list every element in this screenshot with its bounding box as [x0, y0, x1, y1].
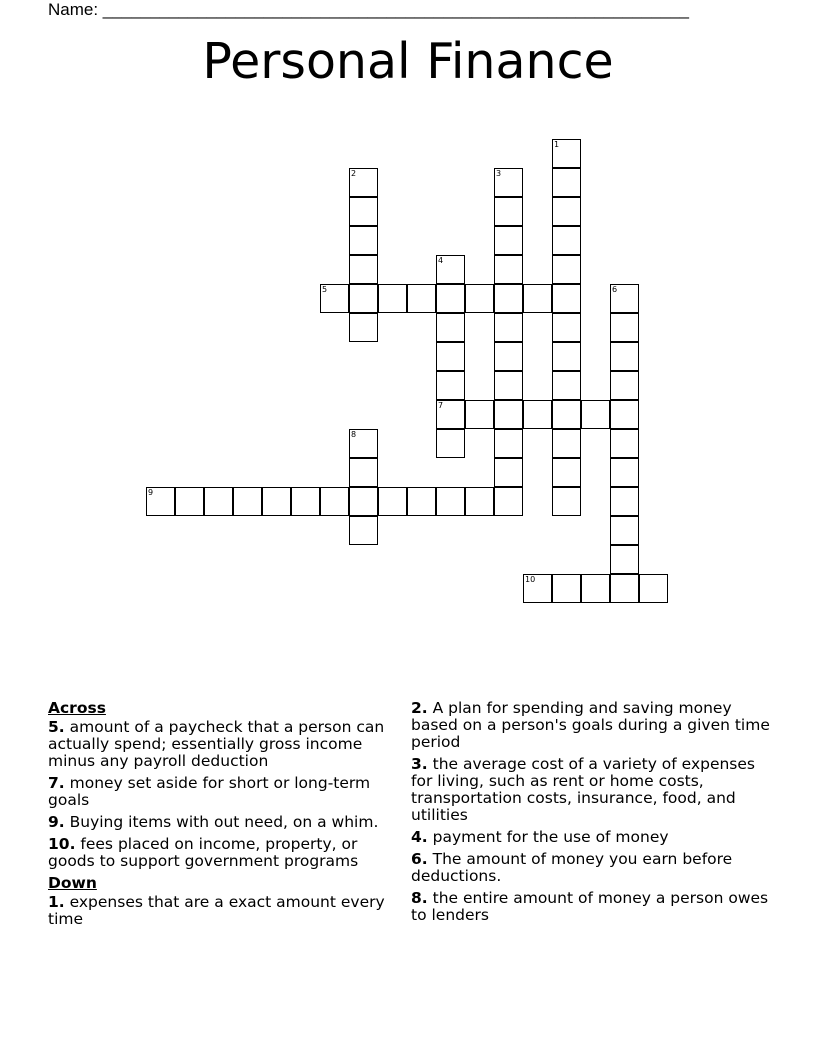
grid-cell[interactable] [349, 516, 378, 545]
cell-number: 2 [351, 169, 357, 178]
grid-cell[interactable] [291, 487, 320, 516]
grid-cell[interactable] [610, 284, 639, 313]
clue-text: money set aside for short or long-term goals [48, 774, 371, 809]
across-clue-7 [48, 775, 393, 809]
clue-text: expenses that are a exact amount every time [48, 893, 385, 928]
grid-cell[interactable] [552, 139, 581, 168]
grid-cell[interactable] [610, 516, 639, 545]
grid-cell[interactable] [494, 168, 523, 197]
clue-text: Buying items with out need, on a whim. [69, 813, 379, 831]
grid-cell[interactable] [436, 371, 465, 400]
grid-cell[interactable] [610, 342, 639, 371]
clue-number: 1. [48, 893, 65, 911]
grid-cell[interactable] [523, 284, 552, 313]
grid-cell[interactable] [552, 574, 581, 603]
clue-text: A plan for spending and saving money based on a person's goals during a given time period [411, 699, 770, 751]
grid-cell[interactable] [494, 226, 523, 255]
cell-number: 6 [612, 285, 618, 294]
grid-cell[interactable] [320, 487, 349, 516]
grid-cell[interactable] [378, 284, 407, 313]
grid-cell[interactable] [494, 313, 523, 342]
clue-number: 5. [48, 718, 65, 736]
grid-cell[interactable] [436, 342, 465, 371]
grid-cell[interactable] [349, 429, 378, 458]
clue-number: 7. [48, 774, 65, 792]
grid-cell[interactable] [610, 313, 639, 342]
clue-text: the entire amount of money a person owes to lenders [411, 889, 769, 924]
grid-cell[interactable] [494, 458, 523, 487]
grid-cell[interactable] [436, 313, 465, 342]
grid-cell[interactable] [610, 545, 639, 574]
cell-number: 1 [554, 140, 560, 149]
cell-number: 7 [438, 401, 444, 410]
grid-cell[interactable] [552, 458, 581, 487]
grid-cell[interactable] [523, 400, 552, 429]
cell-number: 9 [148, 488, 154, 497]
grid-cell[interactable] [465, 284, 494, 313]
grid-cell[interactable] [610, 429, 639, 458]
grid-cell[interactable] [610, 574, 639, 603]
grid-cell[interactable] [349, 255, 378, 284]
grid-cell[interactable] [349, 313, 378, 342]
across-clue-10 [48, 836, 393, 870]
grid-cell[interactable] [349, 168, 378, 197]
page-title: Personal Finance [202, 33, 614, 90]
grid-cell[interactable] [320, 284, 349, 313]
grid-cell[interactable] [552, 168, 581, 197]
grid-cell[interactable] [436, 487, 465, 516]
grid-cell[interactable] [494, 400, 523, 429]
grid-cell[interactable] [407, 487, 436, 516]
grid-cell[interactable] [552, 342, 581, 371]
grid-cell[interactable] [494, 342, 523, 371]
grid-cell[interactable] [494, 487, 523, 516]
grid-cell[interactable] [233, 487, 262, 516]
cell-number: 8 [351, 430, 357, 439]
name-field[interactable]: Name: ______________________________________________________________ [48, 0, 689, 19]
clue-number: 2. [411, 699, 428, 717]
clue-number: 3. [411, 755, 428, 773]
grid-cell[interactable] [436, 400, 465, 429]
grid-cell[interactable] [552, 284, 581, 313]
grid-cell[interactable] [378, 487, 407, 516]
grid-cell[interactable] [465, 400, 494, 429]
grid-cell[interactable] [349, 458, 378, 487]
clue-number: 10. [48, 835, 76, 853]
grid-cell[interactable] [494, 197, 523, 226]
clues-right-column [411, 700, 771, 929]
grid-cell[interactable] [552, 197, 581, 226]
cell-number: 4 [438, 256, 444, 265]
grid-cell[interactable] [494, 371, 523, 400]
grid-cell[interactable] [262, 487, 291, 516]
across-clue-5 [48, 719, 393, 770]
grid-cell[interactable] [436, 255, 465, 284]
down-clue-8 [411, 890, 771, 924]
grid-cell[interactable] [494, 255, 523, 284]
grid-cell[interactable] [436, 284, 465, 313]
down-clue-2 [411, 700, 771, 751]
grid-cell[interactable] [581, 400, 610, 429]
down-clue-6 [411, 851, 771, 885]
grid-cell[interactable] [610, 371, 639, 400]
grid-cell[interactable] [494, 429, 523, 458]
grid-cell[interactable] [610, 458, 639, 487]
down-heading: Down [48, 874, 97, 892]
grid-cell[interactable] [552, 371, 581, 400]
grid-cell[interactable] [349, 284, 378, 313]
grid-cell[interactable] [349, 487, 378, 516]
cell-number: 5 [322, 285, 328, 294]
grid-cell[interactable] [349, 197, 378, 226]
grid-cell[interactable] [204, 487, 233, 516]
across-heading: Across [48, 699, 106, 717]
cell-number: 3 [496, 169, 502, 178]
grid-cell[interactable] [610, 487, 639, 516]
grid-cell[interactable] [552, 400, 581, 429]
grid-cell[interactable] [436, 429, 465, 458]
grid-cell[interactable] [552, 226, 581, 255]
clue-text: amount of a paycheck that a person can actually spend; essentially gross income minus any payroll deduction [48, 718, 385, 770]
grid-cell[interactable] [552, 255, 581, 284]
grid-cell[interactable] [552, 429, 581, 458]
clue-number: 4. [411, 828, 428, 846]
across-clue-9 [48, 814, 393, 831]
grid-cell[interactable] [407, 284, 436, 313]
clues-left-column [48, 700, 393, 933]
clue-text: payment for the use of money [432, 828, 669, 846]
down-clue-3 [411, 756, 771, 824]
clue-text: The amount of money you earn before deductions. [411, 850, 733, 885]
grid-cell[interactable] [494, 284, 523, 313]
grid-cell[interactable] [175, 487, 204, 516]
down-clue-1 [48, 894, 393, 928]
grid-cell[interactable] [146, 487, 175, 516]
clue-text: fees placed on income, property, or goods to support government programs [48, 835, 359, 870]
down-clue-4 [411, 829, 771, 846]
grid-cell[interactable] [523, 574, 552, 603]
cell-number: 10 [525, 575, 536, 584]
grid-cell[interactable] [552, 487, 581, 516]
clue-number: 8. [411, 889, 428, 907]
clue-number: 6. [411, 850, 428, 868]
grid-cell[interactable] [639, 574, 668, 603]
grid-cell[interactable] [581, 574, 610, 603]
clue-text: the average cost of a variety of expenses for living, such as rent or home costs, transportation costs, insurance, food, and utilities [411, 755, 755, 824]
grid-cell[interactable] [465, 487, 494, 516]
grid-cell[interactable] [349, 226, 378, 255]
grid-cell[interactable] [552, 313, 581, 342]
grid-cell[interactable] [610, 400, 639, 429]
clue-number: 9. [48, 813, 65, 831]
